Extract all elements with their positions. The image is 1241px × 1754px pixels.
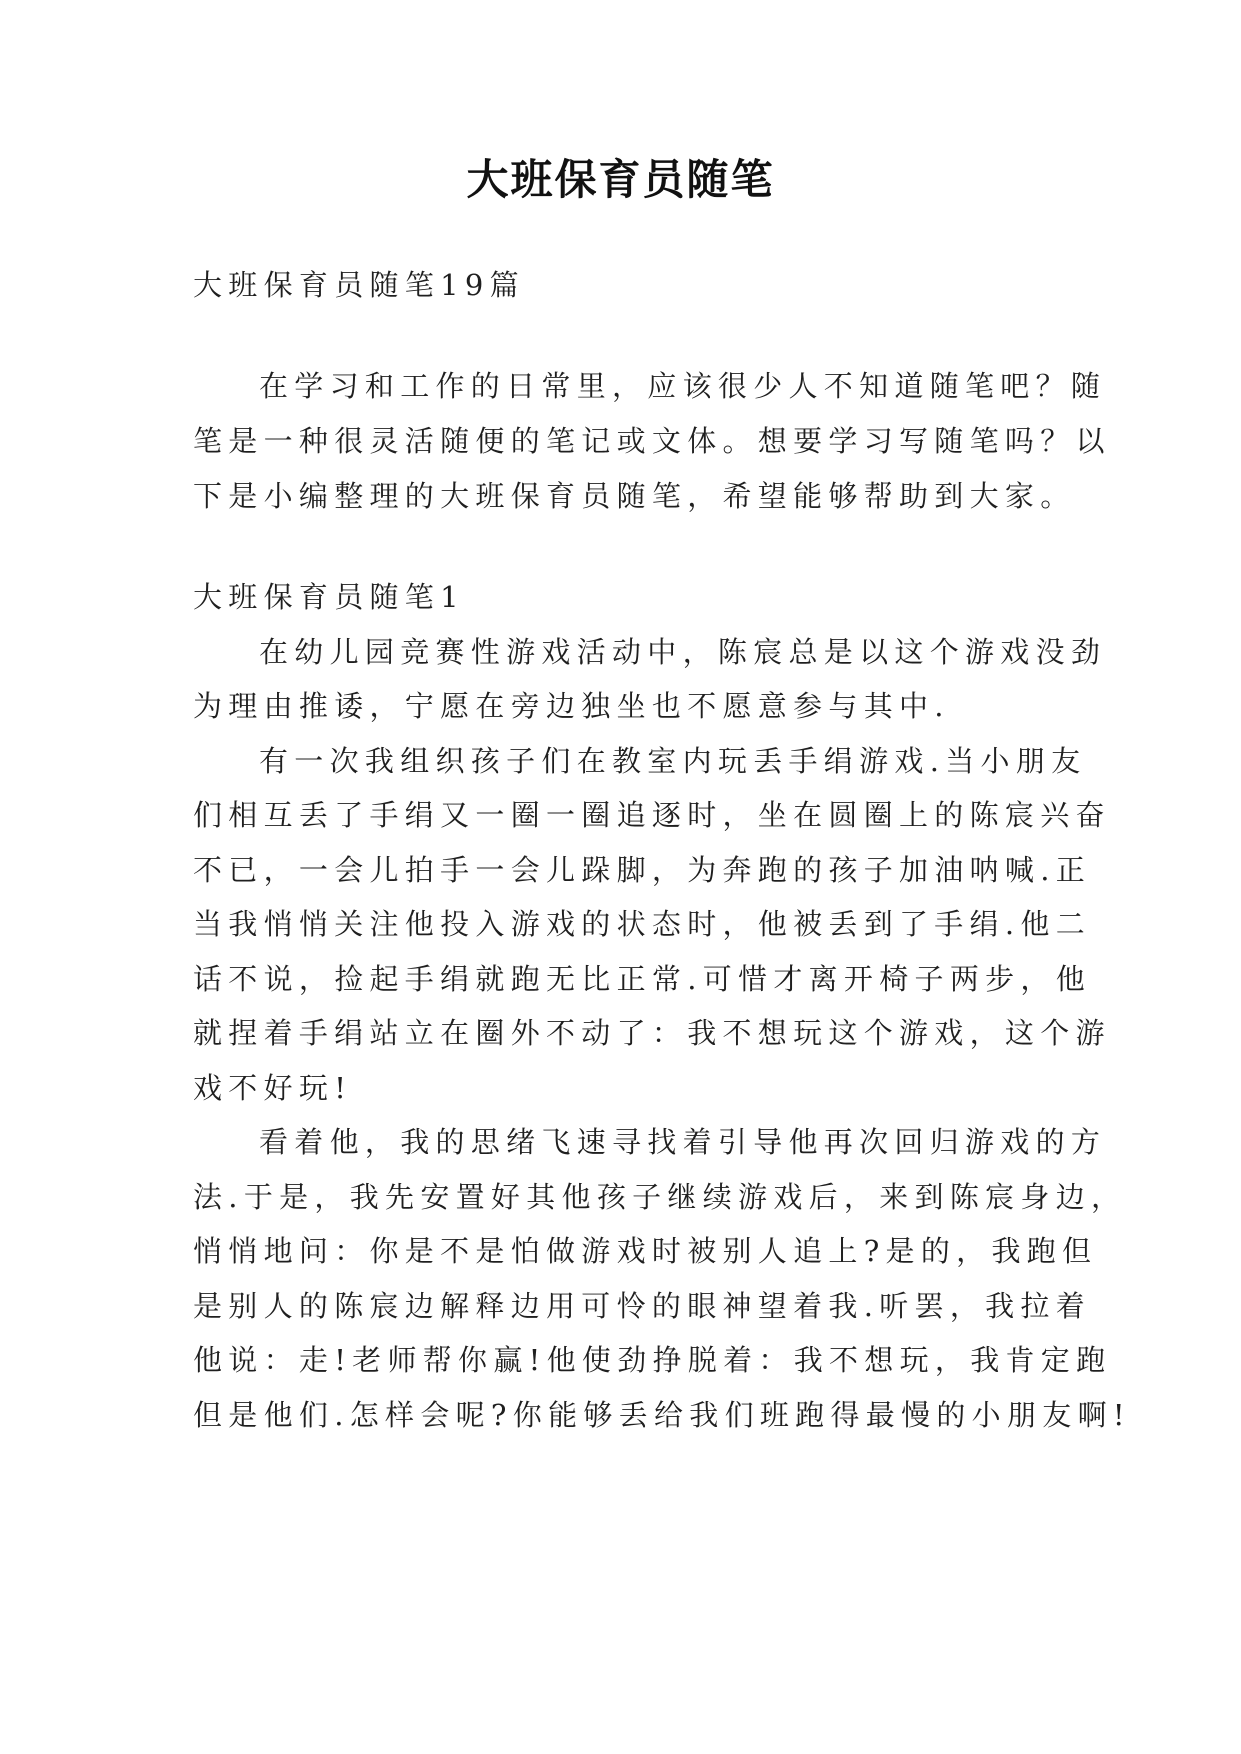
paragraph-line: 话不说，捡起手绢就跑无比正常.可惜才离开椅子两步，他 — [193, 962, 1092, 996]
document-title: 大班保育员随笔 — [466, 155, 775, 204]
paragraph-line: 戏不好玩! — [193, 1071, 353, 1105]
paragraph-line: 他说：走!老师帮你赢!他使劲挣脱着：我不想玩，我肯定跑 — [193, 1343, 1112, 1377]
document-subtitle: 大班保育员随笔19篇 — [193, 268, 525, 302]
intro-line: 笔是一种很灵活随便的笔记或文体。想要学习写随笔吗？以 — [193, 424, 1111, 458]
section-heading: 大班保育员随笔1 — [193, 580, 465, 614]
paragraph-line: 悄悄地问：你是不是怕做游戏时被别人追上?是的，我跑但 — [193, 1234, 1098, 1268]
paragraph-line: 在幼儿园竞赛性游戏活动中，陈宸总是以这个游戏没劲 — [259, 635, 1107, 669]
intro-line: 下是小编整理的大班保育员随笔，希望能够帮助到大家。 — [193, 479, 1076, 513]
paragraph-line: 不已，一会儿拍手一会儿跺脚，为奔跑的孩子加油呐喊.正 — [193, 853, 1092, 887]
paragraph-line: 当我悄悄关注他投入游戏的状态时，他被丢到了手绢.他二 — [193, 907, 1092, 941]
paragraph-line: 为理由推诿，宁愿在旁边独坐也不愿意参与其中. — [193, 689, 950, 723]
paragraph-line: 有一次我组织孩子们在教室内玩丢手绢游戏.当小朋友 — [259, 744, 1087, 778]
paragraph-line: 法.于是，我先安置好其他孩子继续游戏后，来到陈宸身边， — [193, 1180, 1127, 1214]
paragraph-line: 看着他，我的思绪飞速寻找着引导他再次回归游戏的方 — [259, 1125, 1107, 1159]
paragraph-line: 就捏着手绢站立在圈外不动了：我不想玩这个游戏，这个游 — [193, 1016, 1111, 1050]
intro-line: 在学习和工作的日常里，应该很少人不知道随笔吧？随 — [259, 369, 1107, 403]
paragraph-line: 是别人的陈宸边解释边用可怜的眼神望着我.听罢，我拉着 — [193, 1289, 1092, 1323]
paragraph-line: 但是他们.怎样会呢?你能够丢给我们班跑得最慢的小朋友啊! — [193, 1398, 1131, 1432]
paragraph-line: 们相互丢了手绢又一圈一圈追逐时，坐在圆圈上的陈宸兴奋 — [193, 798, 1111, 832]
